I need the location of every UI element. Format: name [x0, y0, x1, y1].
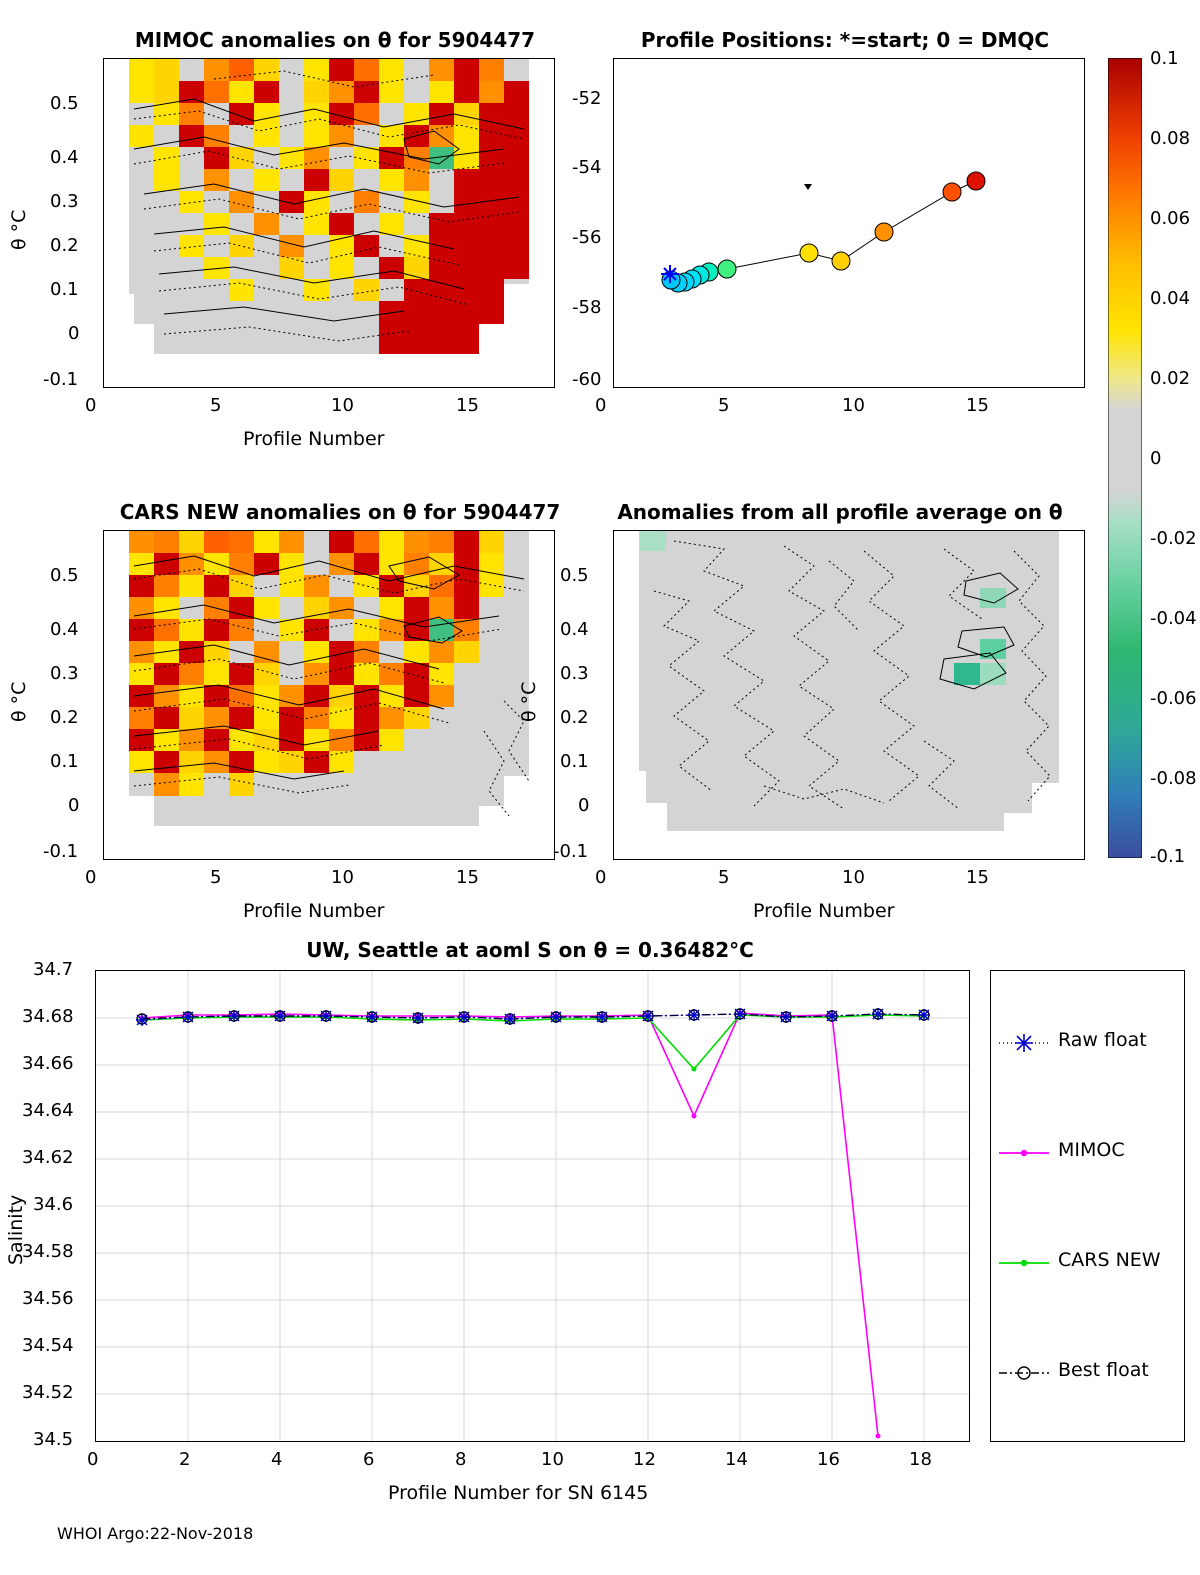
cars-xtick-5: 5 [210, 867, 222, 888]
cars-ytick-0.2: 0.2 [50, 707, 79, 728]
cars-ytick-0: 0 [68, 795, 80, 816]
cars-heatmap [104, 531, 554, 859]
mimoc-xtick-5: 5 [210, 395, 222, 416]
mimoc-xlabel: Profile Number [243, 428, 385, 450]
salinity-title: UW, Seattle at aoml S on θ = 0.36482°C [306, 938, 754, 962]
salinity-xtick-12: 12 [633, 1449, 656, 1470]
salinity-ytick-34.66: 34.66 [22, 1053, 74, 1074]
cars-xtick-0: 0 [85, 867, 97, 888]
colorbar-tick--0.08: -0.08 [1150, 768, 1197, 789]
legend-label-mimoc: MIMOC [1058, 1139, 1125, 1161]
legend-label-raw-float: Raw float [1058, 1029, 1147, 1051]
salinity-xtick-4: 4 [271, 1449, 283, 1470]
colorbar-tick-0.02: 0.02 [1150, 368, 1191, 389]
salinity-ytick-34.54: 34.54 [22, 1335, 74, 1356]
positions-axes [613, 58, 1085, 388]
salinity-xtick-0: 0 [87, 1449, 99, 1470]
allprof-heatmap [614, 531, 1084, 859]
positions-xtick-0: 0 [595, 395, 607, 416]
cars-xlabel: Profile Number [243, 900, 385, 922]
cars-ytick-0.5: 0.5 [50, 565, 79, 586]
salinity-xtick-10: 10 [541, 1449, 564, 1470]
mimoc-ytick--0.1: -0.1 [43, 369, 79, 390]
positions-xtick-15: 15 [966, 395, 989, 416]
salinity-ytick-34.56: 34.56 [22, 1288, 74, 1309]
colorbar-tick-0.04: 0.04 [1150, 288, 1191, 309]
allprof-xtick-0: 0 [595, 867, 607, 888]
colorbar-tick--0.02: -0.02 [1150, 528, 1197, 549]
mimoc-ylabel: θ °C [8, 209, 30, 250]
cars-ylabel: θ °C [8, 681, 30, 722]
salinity-xtick-16: 16 [817, 1449, 840, 1470]
mimoc-xtick-10: 10 [331, 395, 354, 416]
mimoc-ytick-0.3: 0.3 [50, 191, 79, 212]
allprof-ytick-0.3: 0.3 [560, 663, 589, 684]
colorbar-tick-0.1: 0.1 [1150, 48, 1179, 69]
colorbar [1108, 58, 1142, 858]
mimoc-ytick-0.4: 0.4 [50, 147, 79, 168]
cars-ytick-0.3: 0.3 [50, 663, 79, 684]
salinity-ytick-34.64: 34.64 [22, 1100, 74, 1121]
salinity-ytick-34.58: 34.58 [22, 1241, 74, 1262]
legend-label-cars-new: CARS NEW [1058, 1249, 1161, 1271]
mimoc-xtick-15: 15 [456, 395, 479, 416]
footer-credit: WHOI Argo:22-Nov-2018 [57, 1524, 254, 1543]
positions-ytick--56: -56 [572, 227, 602, 248]
salinity-xtick-14: 14 [725, 1449, 748, 1470]
salinity-ytick-34.5: 34.5 [33, 1429, 74, 1450]
allprof-ytick--0.1: -0.1 [553, 841, 589, 862]
positions-ytick--54: -54 [572, 157, 602, 178]
mimoc-axes [103, 58, 555, 388]
salinity-ytick-34.7: 34.7 [33, 959, 74, 980]
cars-xtick-15: 15 [456, 867, 479, 888]
cars-xtick-10: 10 [331, 867, 354, 888]
allprof-ytick-0.1: 0.1 [560, 751, 589, 772]
cars-ytick--0.1: -0.1 [43, 841, 79, 862]
positions-title: Profile Positions: *=start; 0 = DMQC [640, 28, 1050, 52]
allprof-xtick-5: 5 [718, 867, 730, 888]
colorbar-tick-0.08: 0.08 [1150, 128, 1191, 149]
colorbar-tick--0.06: -0.06 [1150, 688, 1197, 709]
colorbar-tick--0.04: -0.04 [1150, 608, 1197, 629]
colorbar-tick-0: 0 [1150, 448, 1162, 469]
positions-xtick-10: 10 [842, 395, 865, 416]
mimoc-xtick-0: 0 [85, 395, 97, 416]
salinity-ytick-34.62: 34.62 [22, 1147, 74, 1168]
cars-ytick-0.1: 0.1 [50, 751, 79, 772]
salinity-xtick-8: 8 [455, 1449, 467, 1470]
mimoc-ytick-0.2: 0.2 [50, 235, 79, 256]
salinity-xlabel: Profile Number for SN 6145 [388, 1482, 649, 1504]
positions-scatter [614, 59, 1084, 387]
salinity-xtick-18: 18 [909, 1449, 932, 1470]
positions-ytick--52: -52 [572, 88, 602, 109]
allprof-ytick-0.5: 0.5 [560, 565, 589, 586]
allprof-ylabel: θ °C [518, 681, 540, 722]
colorbar-tick-0.06: 0.06 [1150, 208, 1191, 229]
mimoc-ytick-0.5: 0.5 [50, 93, 79, 114]
positions-xtick-5: 5 [718, 395, 730, 416]
salinity-axes [95, 970, 970, 1442]
legend-label-best-float: Best float [1058, 1359, 1149, 1381]
salinity-ytick-34.6: 34.6 [33, 1194, 74, 1215]
salinity-plot [96, 971, 969, 1441]
allprof-ytick-0.4: 0.4 [560, 619, 589, 640]
cars-axes [103, 530, 555, 860]
allprof-ytick-0.2: 0.2 [560, 707, 589, 728]
allprof-axes [613, 530, 1085, 860]
salinity-ytick-34.52: 34.52 [22, 1382, 74, 1403]
mimoc-title: MIMOC anomalies on θ for 5904477 [134, 28, 536, 52]
cars-title: CARS NEW anomalies on θ for 5904477 [119, 500, 561, 524]
allprof-title: Anomalies from all profile average on θ [617, 500, 1063, 524]
positions-ytick--58: -58 [572, 297, 602, 318]
salinity-xtick-6: 6 [363, 1449, 375, 1470]
positions-ytick--60: -60 [572, 369, 602, 390]
salinity-ylabel: Salinity [5, 1194, 27, 1265]
mimoc-heatmap [104, 59, 554, 387]
salinity-xtick-2: 2 [179, 1449, 191, 1470]
allprof-xlabel: Profile Number [753, 900, 895, 922]
salinity-ytick-34.68: 34.68 [22, 1006, 74, 1027]
allprof-xtick-15: 15 [966, 867, 989, 888]
mimoc-ytick-0: 0 [68, 323, 80, 344]
allprof-xtick-10: 10 [842, 867, 865, 888]
mimoc-ytick-0.1: 0.1 [50, 279, 79, 300]
cars-ytick-0.4: 0.4 [50, 619, 79, 640]
colorbar-tick--0.1: -0.1 [1150, 846, 1186, 867]
allprof-ytick-0: 0 [578, 795, 590, 816]
